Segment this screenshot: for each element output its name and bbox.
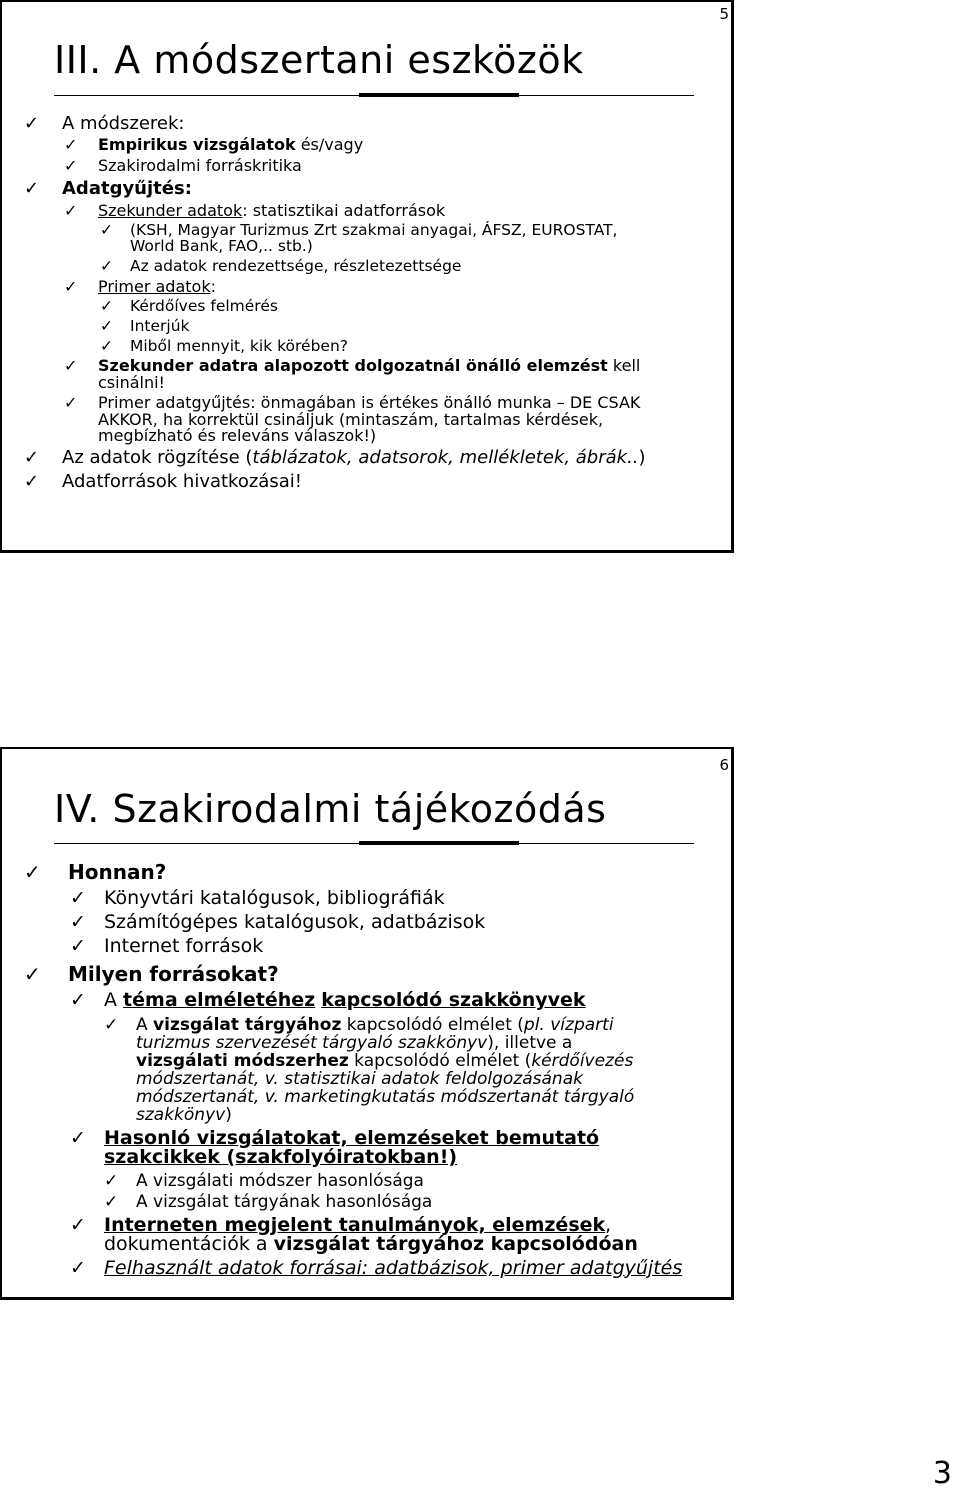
page-number: 3 <box>932 1456 952 1491</box>
check-icon: ✓ <box>24 860 41 884</box>
slide-number: 5 <box>719 5 729 23</box>
slide-number: 6 <box>719 756 729 774</box>
slide-title: IV. Szakirodalmi tájékozódás <box>54 787 607 831</box>
check-icon: ✓ <box>64 135 78 154</box>
check-icon: ✓ <box>100 221 113 239</box>
check-icon: ✓ <box>70 1127 86 1149</box>
check-icon: ✓ <box>70 911 86 933</box>
slide-6: 6 IV. Szakirodalmi tájékozódás ✓ Honnan? ✓ Könyvtári katalógusok, bibliográfiák ✓ Számítógépes katalógusok, adatbázisok ✓ Internet források ✓ Milyen forrásokat? ✓ A téma elméletéhez kapcsolódó szakkönyvek ✓ A vizsgálat tárgyához kapcsolódó elmélet (pl. vízparti turizmus szervezését tárgyaló szakkönyv), illetve a vizsgálati módszerhez kapcsolódó elmélet (kérdőívezés módszertanát, v. statisztikai adatok feldolgozásának módszertanát, v. marketingkutatás módszertanát tárgyaló szakkönyv) ✓ Hasonló vizsgálatokat, elemzéseket bemutató szakcikkek (szakfolyóiratokban!) ✓ A vizsgálati módszer hasonlósága ✓ A vizsgálat tárgyának hasonlósága ✓ Interneten megjelent tanulmányok, elemzések, dokumentációk a vizsgálat tárgyához kapcsolódóan ✓ Felhasznált adatok forrásai: adatbázisok, primer adatgyűjtés <box>0 747 734 1300</box>
check-icon: ✓ <box>100 257 113 275</box>
check-icon: ✓ <box>64 356 78 375</box>
check-icon: ✓ <box>104 1015 119 1035</box>
check-icon: ✓ <box>24 178 40 199</box>
title-rule <box>54 95 694 96</box>
check-icon: ✓ <box>100 337 113 355</box>
check-icon: ✓ <box>64 201 78 220</box>
check-icon: ✓ <box>70 935 86 957</box>
slide-title: III. A módszertani eszközök <box>54 38 584 82</box>
check-icon: ✓ <box>24 471 40 492</box>
check-icon: ✓ <box>100 297 113 315</box>
check-icon: ✓ <box>24 962 41 986</box>
check-icon: ✓ <box>104 1192 119 1212</box>
check-icon: ✓ <box>70 1214 86 1236</box>
check-icon: ✓ <box>64 277 78 296</box>
check-icon: ✓ <box>70 887 86 909</box>
check-icon: ✓ <box>24 447 40 468</box>
check-icon: ✓ <box>64 156 78 175</box>
check-icon: ✓ <box>104 1171 119 1191</box>
check-icon: ✓ <box>70 989 86 1011</box>
slide-5: 5 III. A módszertani eszközök ✓ A módszerek: ✓ Empirikus vizsgálatok és/vagy ✓ Szakirodalmi forráskritika ✓ Adatgyűjtés: ✓ Szekunder adatok: statisztikai adatforrások ✓ (KSH, Magyar Turizmus Zrt szakmai anyagai, ÁFSZ, EUROSTAT, World Bank, FAO,.. stb.) ✓ Az adatok rendezettsége, részletezettsége ✓ Primer adatok: ✓ Kérdőíves felmérés ✓ Interjúk ✓ Miből mennyit, kik körében? ✓ Szekunder adatra alapozott dolgozatnál önálló elemzést kell csinálni! ✓ Primer adatgyűjtés: önmagában is értékes önálló munka – DE CSAK AKKOR, ha korrektül csináljuk (mintaszám, tartalmas kérdések, megbízható és releváns válaszok!) ✓ Az adatok rögzítése (táblázatok, adatsorok, mellékletek, ábrák..) ✓ Adatforrások hivatkozásai! <box>0 0 734 553</box>
check-icon: ✓ <box>70 1257 86 1279</box>
check-icon: ✓ <box>24 113 40 134</box>
title-rule <box>54 843 694 844</box>
check-icon: ✓ <box>100 317 113 335</box>
check-icon: ✓ <box>64 393 78 412</box>
